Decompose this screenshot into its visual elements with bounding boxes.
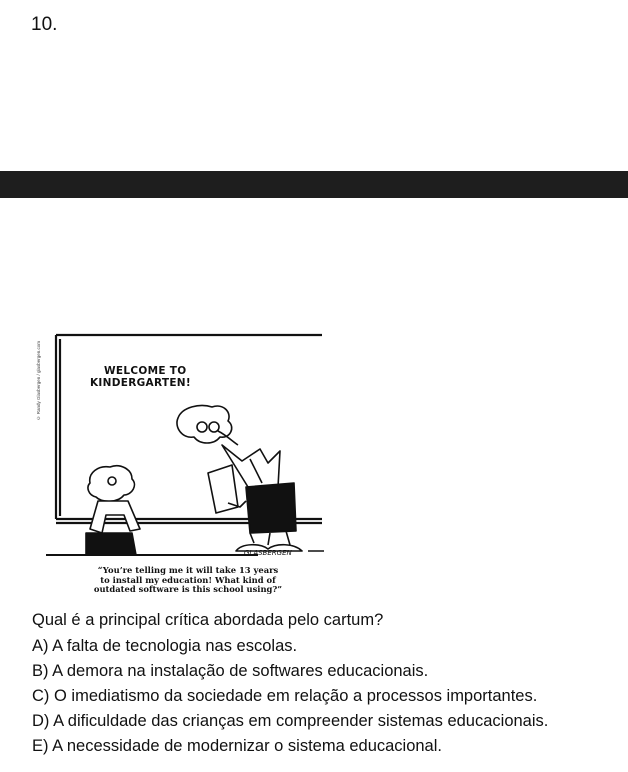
caption-line: outdated software is this school using?” xyxy=(93,584,283,595)
question-text: Qual é a principal crítica abordada pelo cartum? xyxy=(32,611,384,629)
teacher-figure xyxy=(177,405,302,551)
cartoon-credit: © Randy Glasbergen / glasbergen.com xyxy=(36,341,41,421)
question-number: 10. xyxy=(31,14,58,35)
option-c: C) O imediatismo da sociedade em relação a processos importantes. xyxy=(32,687,538,705)
board-line-2: KINDERGARTEN! xyxy=(90,377,191,389)
child-figure xyxy=(86,466,140,555)
option-a: A) A falta de tecnologia nas escolas. xyxy=(32,637,298,655)
option-e: E) A necessidade de modernizar o sistema educacional. xyxy=(32,737,442,755)
cartoon-drawing xyxy=(32,323,344,595)
redaction-bar xyxy=(0,171,628,198)
option-b: B) A demora na instalação de softwares educacionais. xyxy=(32,662,429,680)
caption-line: “You’re telling me it will take 13 years xyxy=(97,565,279,575)
board-line-1: WELCOME TO xyxy=(104,365,187,377)
cartoon-caption xyxy=(62,566,314,595)
chalkboard-text xyxy=(90,365,200,389)
caption-line: to install my education! What kind of xyxy=(100,574,276,585)
option-d: D) A dificuldade das crianças em compreender sistemas educacionais. xyxy=(32,712,549,730)
cartoon-image xyxy=(32,323,344,595)
signature: GLASBERGEN xyxy=(244,549,292,557)
